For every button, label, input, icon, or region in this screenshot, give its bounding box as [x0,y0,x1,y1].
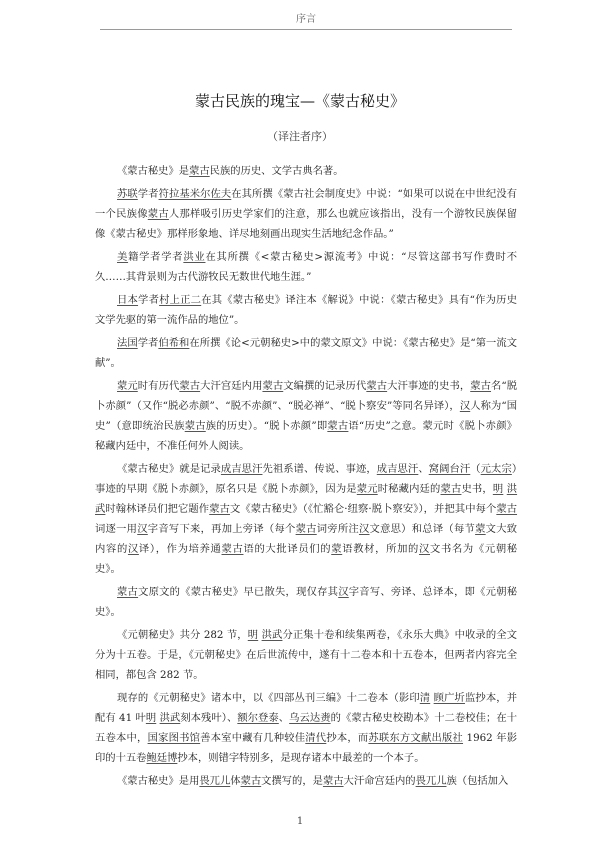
paragraph [95,184,517,244]
text-run: 在所撰《论<元朝秘史>中的蒙文原文》中说：《蒙古秘史》是“第一流文献”。 [95,337,518,369]
paragraph [95,247,517,287]
underlined-term: 汉 [459,400,471,412]
underlined-term: 乌云达赉 [289,712,331,724]
text-run: 语“历史”之意。蒙元时《脱卜赤颜》秘藏内廷中，不准任何外人阅读。 [95,420,518,452]
underlined-term: 畏兀儿 [199,775,231,787]
underlined-term: 明 [247,629,259,641]
underlined-term: 蒙古 [440,483,462,495]
underlined-term: 蒙古 [184,420,206,432]
paragraph [95,625,517,685]
text-run: 族的历史）。“脱卜赤颜”即 [205,420,328,432]
text-run: 文原文的《蒙古秘史》早已散失，现仅存其 [138,586,339,598]
underlined-term: 成吉思汗 [220,463,263,475]
underlined-term: 汉 [137,523,148,535]
text-run: 语教材，所加的 [342,543,420,555]
text-run: 时秘藏内廷的 [377,483,441,495]
underlined-term: 蒙古 [322,775,344,787]
underlined-term: 蒙古 [209,503,230,515]
text-run: 时翰林译员们把它题作 [105,503,210,515]
text-run: （ [470,463,481,475]
underlined-term: 汉 [419,543,430,555]
underlined-term: 蒙古 [240,775,262,787]
text-run: 人那样吸引历史学家们的注意，那么也就应该指出，没有一个游牧民族保留像《蒙古秘史》那样形象地、详尽地刻画出现实生活地纪念作品。” [95,208,518,240]
paragraph [95,290,517,330]
text-run: 字音写、旁译、总译本，即《元朝秘史》。 [95,586,518,618]
underlined-term: 窝阔台汗 [428,463,471,475]
text-run: 学者 [137,188,159,200]
underlined-term: 蒙古 [470,380,492,392]
page-number: 1 [296,816,304,827]
text-run: 时有历代 [137,380,180,392]
underlined-term: 汉 [358,523,370,535]
text-run: 在其所撰《蒙古社会制度史》中说：“如果可以说在中世纪没有一个民族像 [95,188,518,220]
text-run: 《蒙古秘史》是用 [117,775,200,787]
underlined-term: 蒙 [475,523,486,535]
underlined-term: 蒙古 [327,420,349,432]
text-run: 文编撰的记录历代 [283,380,367,392]
text-run: 监抄本，并配有 41 叶 [95,692,518,724]
underlined-term: 汉 [338,586,349,598]
text-run: 语的大批译员们的 [243,543,332,555]
text-run: 1962 年影印的十五卷 [95,732,518,764]
underlined-term: 畏兀儿 [415,775,447,787]
text-run: 善本室中藏有几种较佳 [200,732,306,744]
text-run: 现存的《元朝秘史》诸本中，以《四部丛刊三编》十二卷本（影印 [117,692,420,704]
text-run: 文意思）和总译（每节 [369,523,476,535]
text-run: 分正集十卷和续集两卷，《永乐大典》中收录的全文分为十五卷。于是，《元朝秘史》在后世流传中，遂有十二卷本和十五卷本，但两者内容完全相同，都包含 282 节。 [95,629,518,681]
text-run: 大汗事迹的史书， [387,380,471,392]
underlined-term: 法国 [117,337,138,349]
underlined-term: 国家图书馆 [147,732,201,744]
underlined-term: 蒙元 [117,380,138,392]
underlined-term: 明 [145,712,157,724]
paragraph [95,161,517,181]
underlined-term: 伯希和 [158,337,190,349]
underlined-term: 蒙元 [356,483,378,495]
paragraph [95,459,517,579]
underlined-term: 顾广圻 [433,692,465,704]
underlined-term: 美 [117,251,129,263]
underlined-term: 清 [419,692,431,704]
underlined-term: 蒙古 [295,523,317,535]
text-run: 名“脱卜赤颜”（又作“脱必赤颜”、“脱不赤颜”、“脱必禅”、“脱卜察安”等同名异译）， [95,380,518,412]
underlined-term: 蒙古 [117,586,139,598]
text-run: 字音写下来，再加上旁译（每个 [147,523,296,535]
document-subtitle: （译注者序） [267,130,333,143]
underlined-term: 洪武 [159,712,181,724]
underlined-term: 蒙古 [189,165,210,177]
text-run: 《蒙古秘史》是 [117,165,190,177]
text-run: 体 [230,775,241,787]
text-run: 学者 [137,337,159,349]
underlined-term: 蒙古 [366,380,388,392]
text-run: 文撰写的，是 [261,775,323,787]
underlined-term: 洪业 [183,251,206,263]
underlined-term: 蒙古 [179,380,201,392]
text-run: 、 [278,712,290,724]
paragraph [95,376,517,456]
text-run: 文《蒙古秘史》（《忙豁仑·纽察·脱卜察安》），并把其中每个 [229,503,497,515]
text-run: 史书， [461,483,493,495]
underlined-term: 汉 [127,543,139,555]
text-run: 大汗宫廷内用 [200,380,263,392]
text-run: 词旁所注 [316,523,359,535]
paragraph [95,582,517,622]
underlined-term: 清代 [305,732,327,744]
text-run: 词逐一用 [95,523,138,535]
text-run: 译），作为培养通 [138,543,222,555]
text-run: 大汗命宫廷内的 [343,775,416,787]
paragraph [95,688,517,768]
underlined-term: 蒙 [331,543,343,555]
text-run: 人称为“国史”（意即统治民族 [95,400,518,432]
underlined-term: 蒙古 [262,380,284,392]
document-title: 蒙古民族的瑰宝—《蒙古秘史》 [194,92,405,110]
text-run: 文大致内容的 [95,523,518,555]
paragraph [95,333,517,373]
underlined-term: 日本 [117,294,139,306]
paragraph [95,771,517,791]
underlined-term: 蒙古 [147,208,169,220]
text-run: 族（包括加入 [446,775,509,787]
underlined-term: 苏联 [117,188,138,200]
underlined-term: 额尔登泰 [237,712,279,724]
underlined-term: 符拉基米尔佐夫 [158,188,232,200]
underlined-term: 洪武 [261,629,283,641]
underlined-term: 成吉思汗 [376,463,419,475]
text-run: 《元朝秘史》共分 282 节， [117,629,248,641]
underlined-term: 鲍廷博 [146,752,178,764]
text-run: 、 [418,463,429,475]
underlined-term: 洪武 [95,483,518,515]
text-run: 文书名为《元朝秘史》。 [95,543,518,575]
text-run: 在其所撰《<蒙古秘史>源流考》中说：“尽管这部书写作费时不久……其背景则为古代游牧民无数世代地生涯。” [95,251,518,283]
underlined-term: 苏联东方文献出版社 [368,732,464,744]
underlined-term: 蒙古 [496,503,518,515]
text-run: 在其《蒙古秘史》译注本《解说》中说：《蒙古秘史》具有“作为历史文学先驱的第一流作品的地位”。 [95,294,517,326]
text-run: 学者 [138,294,160,306]
underlined-term: 元太宗 [480,463,512,475]
running-header-title: 序言 [296,14,316,25]
text-run: 民族的历史、文学古典名著。 [209,165,344,177]
text-run: 刻本残叶）、 [180,712,238,724]
underlined-term: 村上正二 [159,294,202,306]
text-run: 抄本，而 [326,732,369,744]
text-run: 抄本，则错字特别多，是现存诸本中最差的一个本子。 [177,752,425,764]
underlined-term: 蒙古 [221,543,244,555]
text-run: 先祖系谱、传说、事迹， [262,463,377,475]
text-run: 籍学者学者 [128,251,184,263]
underlined-term: 明 [492,483,504,495]
text-run: ）事迹的早期《脱卜赤颜》，原名只是《脱卜赤颜》，因为是 [95,463,517,495]
running-header [100,10,512,30]
text-run: 的《蒙古秘史校勘本》十二卷校佳；在十五卷本中， [95,712,518,744]
text-run: 《蒙古秘史》就是记录 [117,463,221,475]
body-text [95,161,517,794]
